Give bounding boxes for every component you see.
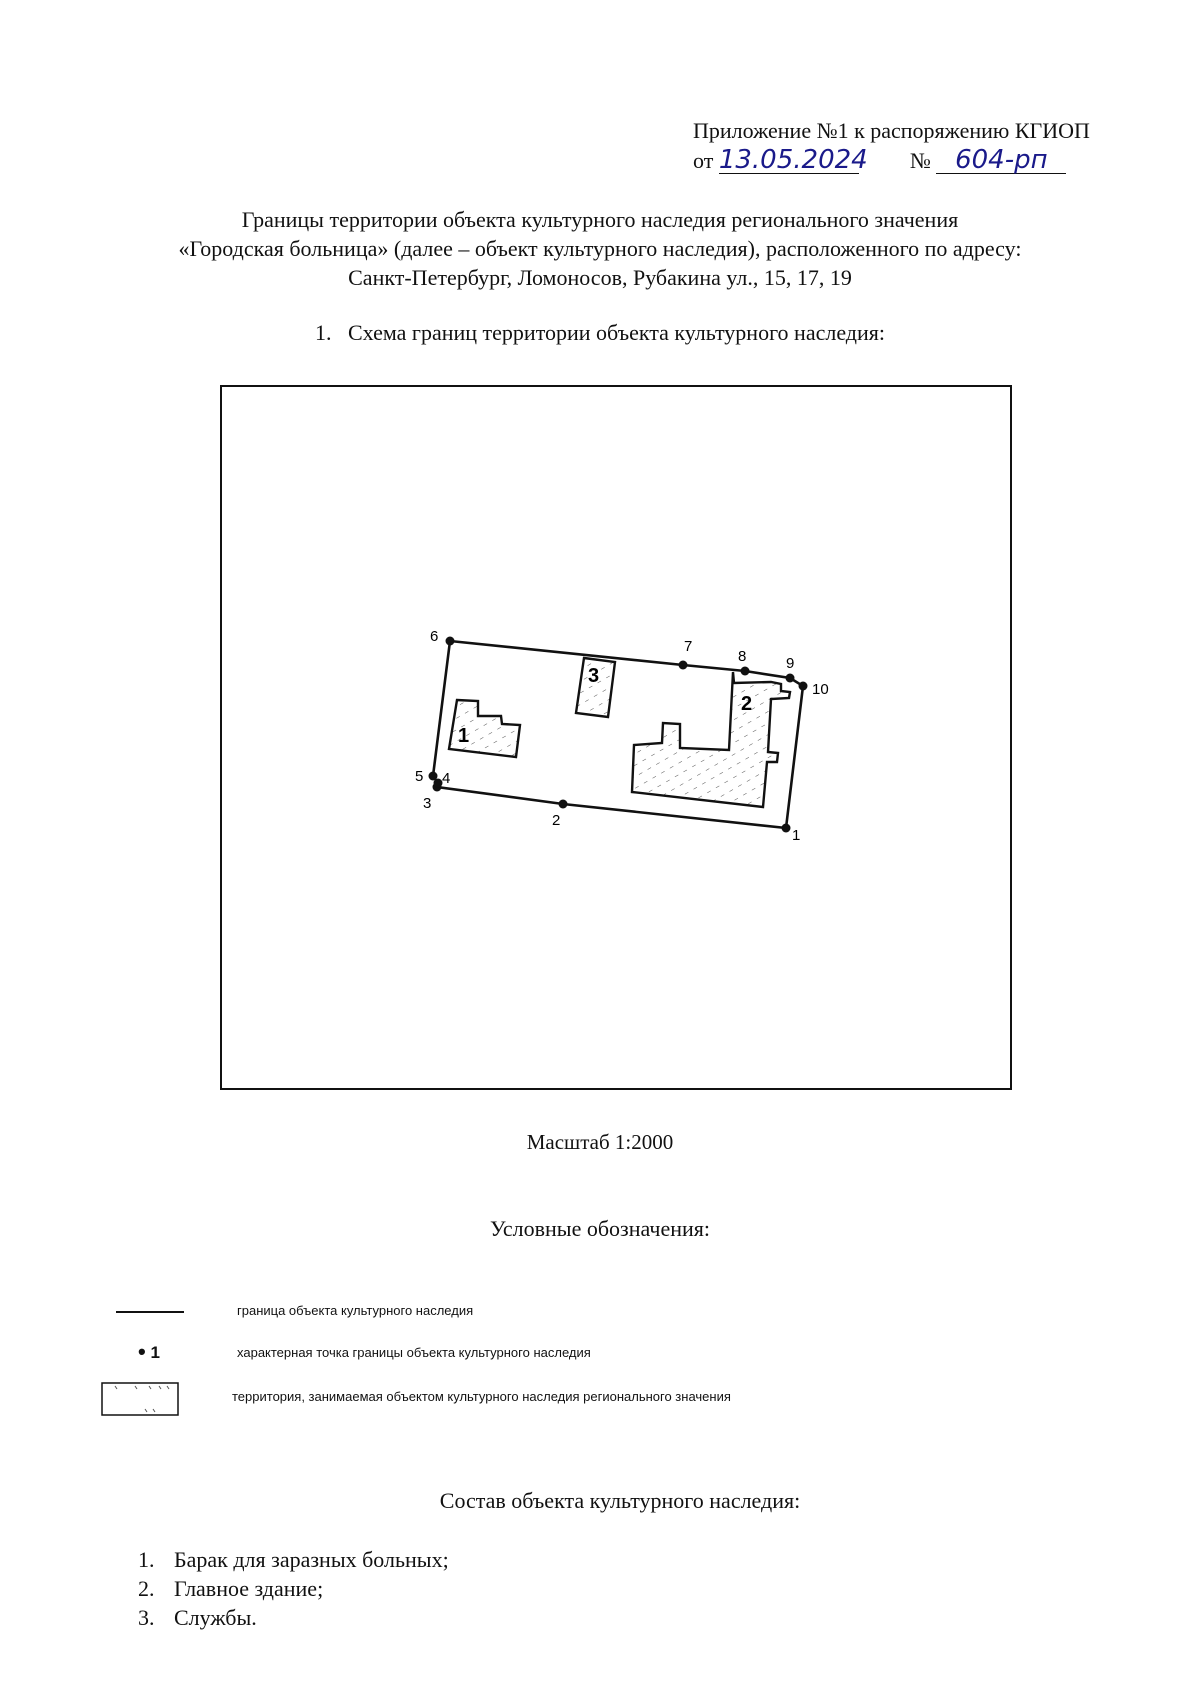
legend-line-symbol [116, 1311, 184, 1313]
point-label-4: 4 [442, 770, 451, 787]
heading-line-1: Границы территории объекта культурного наследия регионального значения [241, 207, 959, 232]
point-label-9: 9 [786, 655, 795, 672]
annex-title: Приложение №1 к распоряжению КГИОП [693, 118, 1090, 143]
legend-point-symbol: • 1 [138, 1339, 160, 1364]
point-label-10: 10 [812, 681, 829, 698]
heading-line-2: «Городская больница» (далее – объект культурного наследия), расположенного по адресу: [178, 236, 1022, 261]
boundary-point-10 [799, 682, 808, 691]
legend-item-boundary: граница объекта культурного наследия [237, 1303, 474, 1318]
composition-item: 1. Барак для заразных больных; [138, 1547, 449, 1572]
legend-item-territory: территория, занимаемая объектом культурного наследия регионального значения [232, 1389, 731, 1404]
boundary-point-2 [559, 800, 568, 809]
boundary-point-9 [786, 674, 795, 683]
composition-title: Состав объекта культурного наследия: [439, 1488, 801, 1513]
legend-item-point: характерная точка границы объекта культурного наследия [237, 1345, 591, 1360]
section-1-number: 1. [315, 320, 332, 345]
point-label-1: 1 [792, 827, 801, 844]
point-label-8: 8 [738, 648, 747, 665]
object-label-2: 2 [741, 693, 753, 715]
boundary-point-6 [446, 637, 455, 646]
boundary-point-5 [429, 772, 438, 781]
date-prefix: от [693, 148, 714, 173]
boundary-point-7 [679, 661, 688, 670]
scale-text: Масштаб 1:2000 [526, 1130, 674, 1154]
boundary-point-8 [741, 667, 750, 676]
point-label-5: 5 [415, 768, 424, 785]
object-label-1: 1 [458, 725, 470, 747]
number-prefix: № [909, 148, 931, 173]
legend-territory-symbol [101, 1382, 179, 1416]
composition-item: 2. Главное здание; [138, 1576, 324, 1601]
object-label-3: 3 [588, 665, 600, 687]
composition-item: 3. Службы. [138, 1605, 257, 1630]
point-label-7: 7 [684, 638, 693, 655]
section-1-text: Схема границ территории объекта культурного наследия: [348, 320, 886, 345]
heading-line-3: Санкт-Петербург, Ломоносов, Рубакина ул., 15, 17, 19 [348, 265, 852, 290]
composition-list [138, 1545, 449, 1632]
point-label-2: 2 [552, 812, 561, 829]
boundary-point-1 [782, 824, 791, 833]
point-label-6: 6 [430, 628, 439, 645]
legend-point-number: 1 [150, 1343, 160, 1362]
point-label-3: 3 [423, 795, 432, 812]
date-value: 13.05.2024 [718, 145, 868, 175]
object-2-main-building [632, 672, 790, 807]
legend-title: Условные обозначения: [489, 1216, 711, 1241]
number-value: 604-рп [955, 145, 1048, 175]
